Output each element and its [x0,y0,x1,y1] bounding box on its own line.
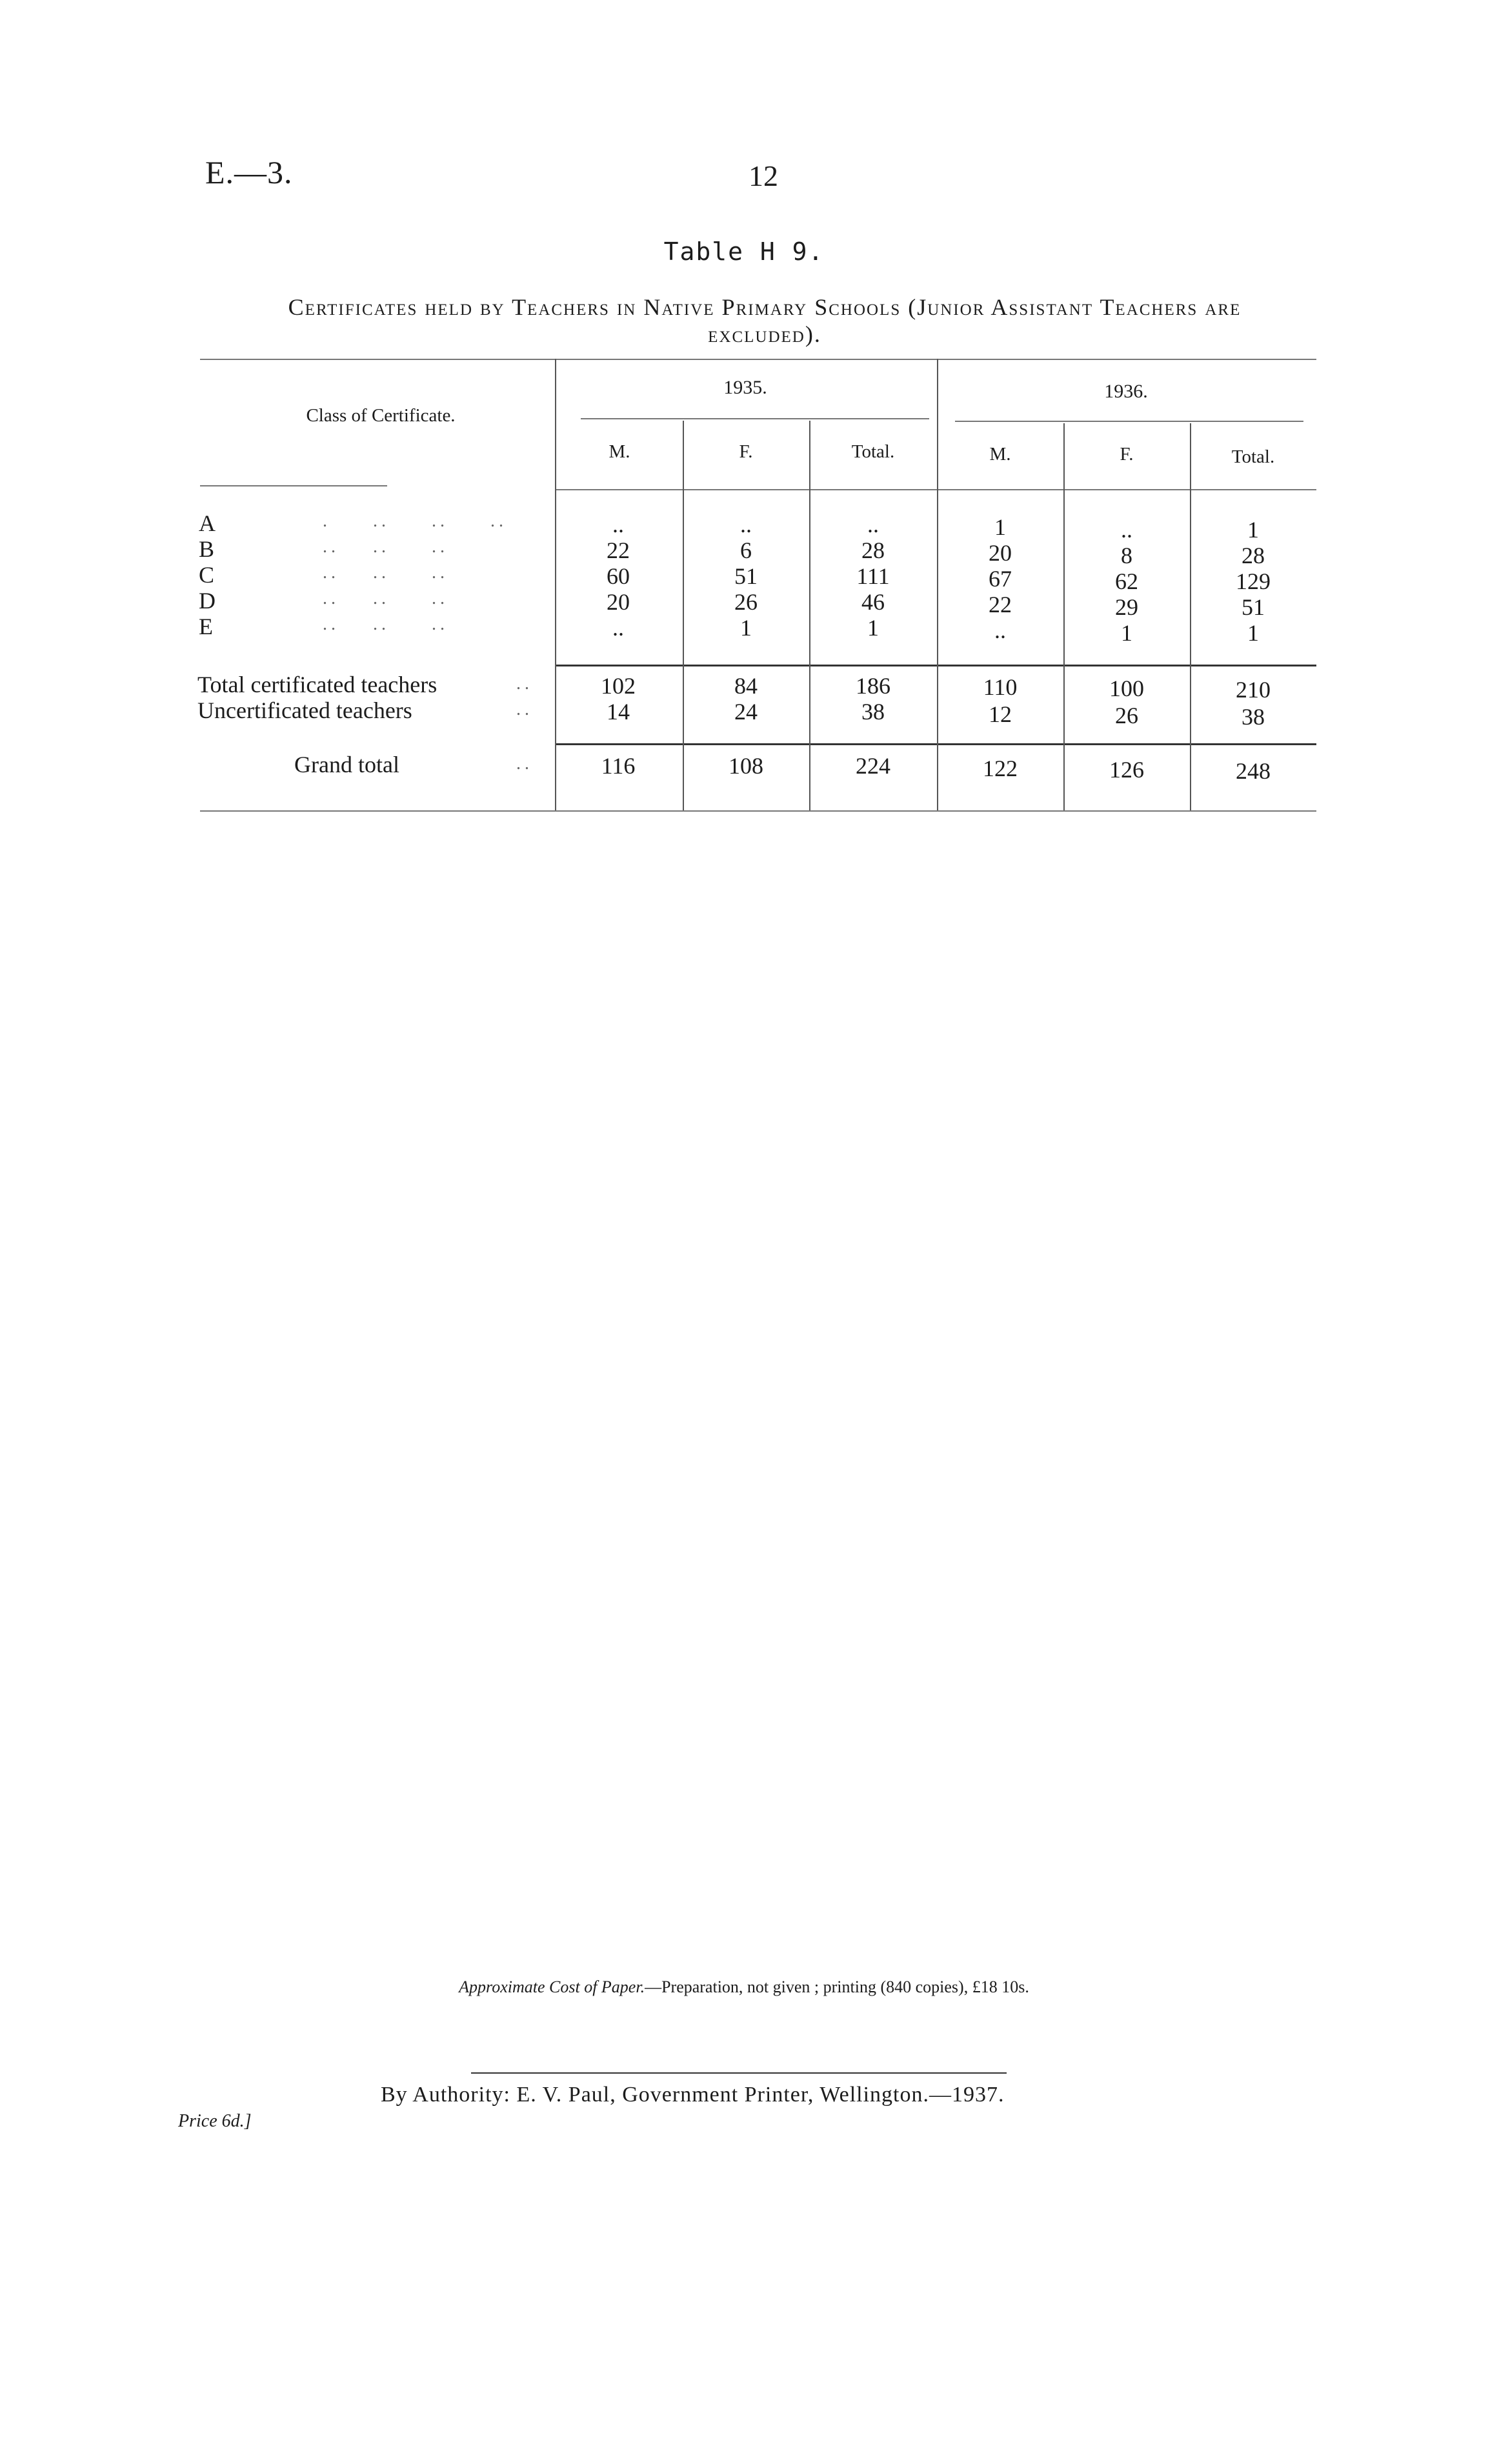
cell: 51 [1242,594,1265,620]
totals-rule [555,665,1316,666]
cell: 67 [989,566,1012,592]
cell: 111 [856,563,890,589]
cell: 6 [740,537,752,563]
cell: 100 [1109,676,1144,701]
price-note: Price 6d.] [178,2111,252,2131]
col-header-female-1936: F. [1120,444,1134,465]
row-label: B [199,536,215,562]
cell: 28 [1242,543,1265,568]
table-caption [194,294,1336,348]
cell: 38 [1242,704,1265,730]
cell: 26 [734,589,758,615]
leader-dots: . .. .. .. [323,511,507,531]
cell: 102 [601,673,636,699]
row-label: C [199,562,215,588]
row-label: Total certificated teachers [197,672,437,697]
subheader-rule [555,489,1316,490]
leader-dots: .. .. .. [323,614,448,634]
cell: 116 [601,753,636,779]
cell: 126 [1109,757,1144,783]
cell: 60 [607,563,630,589]
cell: 20 [989,540,1012,566]
leader-dots: .. .. .. [323,588,448,608]
class-of-certificate-header: Class of Certificate. [306,405,456,426]
year-1936-header: 1936. [1104,381,1148,402]
cell: 186 [856,673,890,699]
cell: .. [740,512,752,537]
col-header-male-1935: M. [608,441,630,462]
cell: 8 [1121,543,1132,568]
cell: 1 [994,514,1006,540]
column-divider [555,359,556,810]
column-divider [683,421,684,810]
column-divider [937,359,938,810]
leader-dots: .. .. .. [323,563,448,583]
cost-of-paper-note [0,1978,1488,1997]
column-divider [809,421,810,810]
leader-dots: .. .. .. [323,537,448,557]
cell: 22 [989,592,1012,617]
cell: .. [612,512,624,537]
table-title: Table H 9. [663,237,825,266]
col-header-total-1936: Total. [1231,446,1275,467]
cell: 28 [861,537,885,563]
caption-line-1: Certificates held by Teachers in Native Primary Schools (Junior Assistant Teachers are [288,294,1242,320]
row-label: A [199,510,216,536]
cell: 210 [1236,677,1271,703]
grand-total-rule [555,743,1316,745]
col-header-male-1936: M. [989,444,1011,465]
cell: 26 [1115,703,1138,728]
caption-line-2: excluded). [708,321,821,347]
cell: 12 [989,701,1012,727]
leader-dots: .. [516,674,533,694]
page-number: 12 [749,159,778,192]
cell: .. [867,512,879,537]
cell: 51 [734,563,758,589]
cell: 129 [1236,568,1271,594]
year-1935-header: 1935. [723,377,767,398]
row-label: Grand total [294,752,399,777]
column-divider [1063,423,1065,810]
cell: 38 [861,699,885,725]
cost-text: —Preparation, not given ; printing (840 copies), £18 10s. [645,1978,1029,1996]
table-bottom-rule [200,810,1316,812]
leader-dots: .. [516,754,533,774]
cell: 224 [856,753,890,779]
cell: 46 [861,589,885,615]
cell: 62 [1115,568,1138,594]
year-1935-rule [581,418,929,419]
cell: .. [612,615,624,641]
year-1936-rule [955,421,1303,422]
cell: 1 [740,615,752,641]
leader-dots: .. [516,699,533,719]
cell: .. [994,617,1006,643]
printer-authority: By Authority: E. V. Paul, Government Printer, Wellington.—1937. [381,2083,1005,2107]
cell: 122 [983,756,1018,781]
class-header-rule [200,485,387,486]
cell: 14 [607,699,630,725]
document-reference: E.—3. [205,154,293,190]
cell: 110 [983,674,1018,700]
cell: 20 [607,589,630,615]
col-header-female-1935: F. [739,441,753,462]
cell: 24 [734,699,758,725]
cell: 1 [867,615,879,641]
column-divider [1190,423,1191,810]
col-header-total-1935: Total. [851,441,895,462]
cell: 1 [1247,517,1259,543]
row-label: Uncertificated teachers [197,697,412,723]
footer-rule [471,2072,1007,2074]
cell: .. [1121,517,1132,543]
cell: 22 [607,537,630,563]
cell: 84 [734,673,758,699]
cell: 248 [1236,758,1271,784]
row-label: E [199,614,213,639]
cell: 108 [729,753,763,779]
row-label: D [199,588,216,614]
cell: 29 [1115,594,1138,620]
cell: 1 [1247,620,1259,646]
table-top-rule [200,359,1316,360]
cell: 1 [1121,620,1132,646]
cost-label: Approximate Cost of Paper. [459,1978,645,1996]
